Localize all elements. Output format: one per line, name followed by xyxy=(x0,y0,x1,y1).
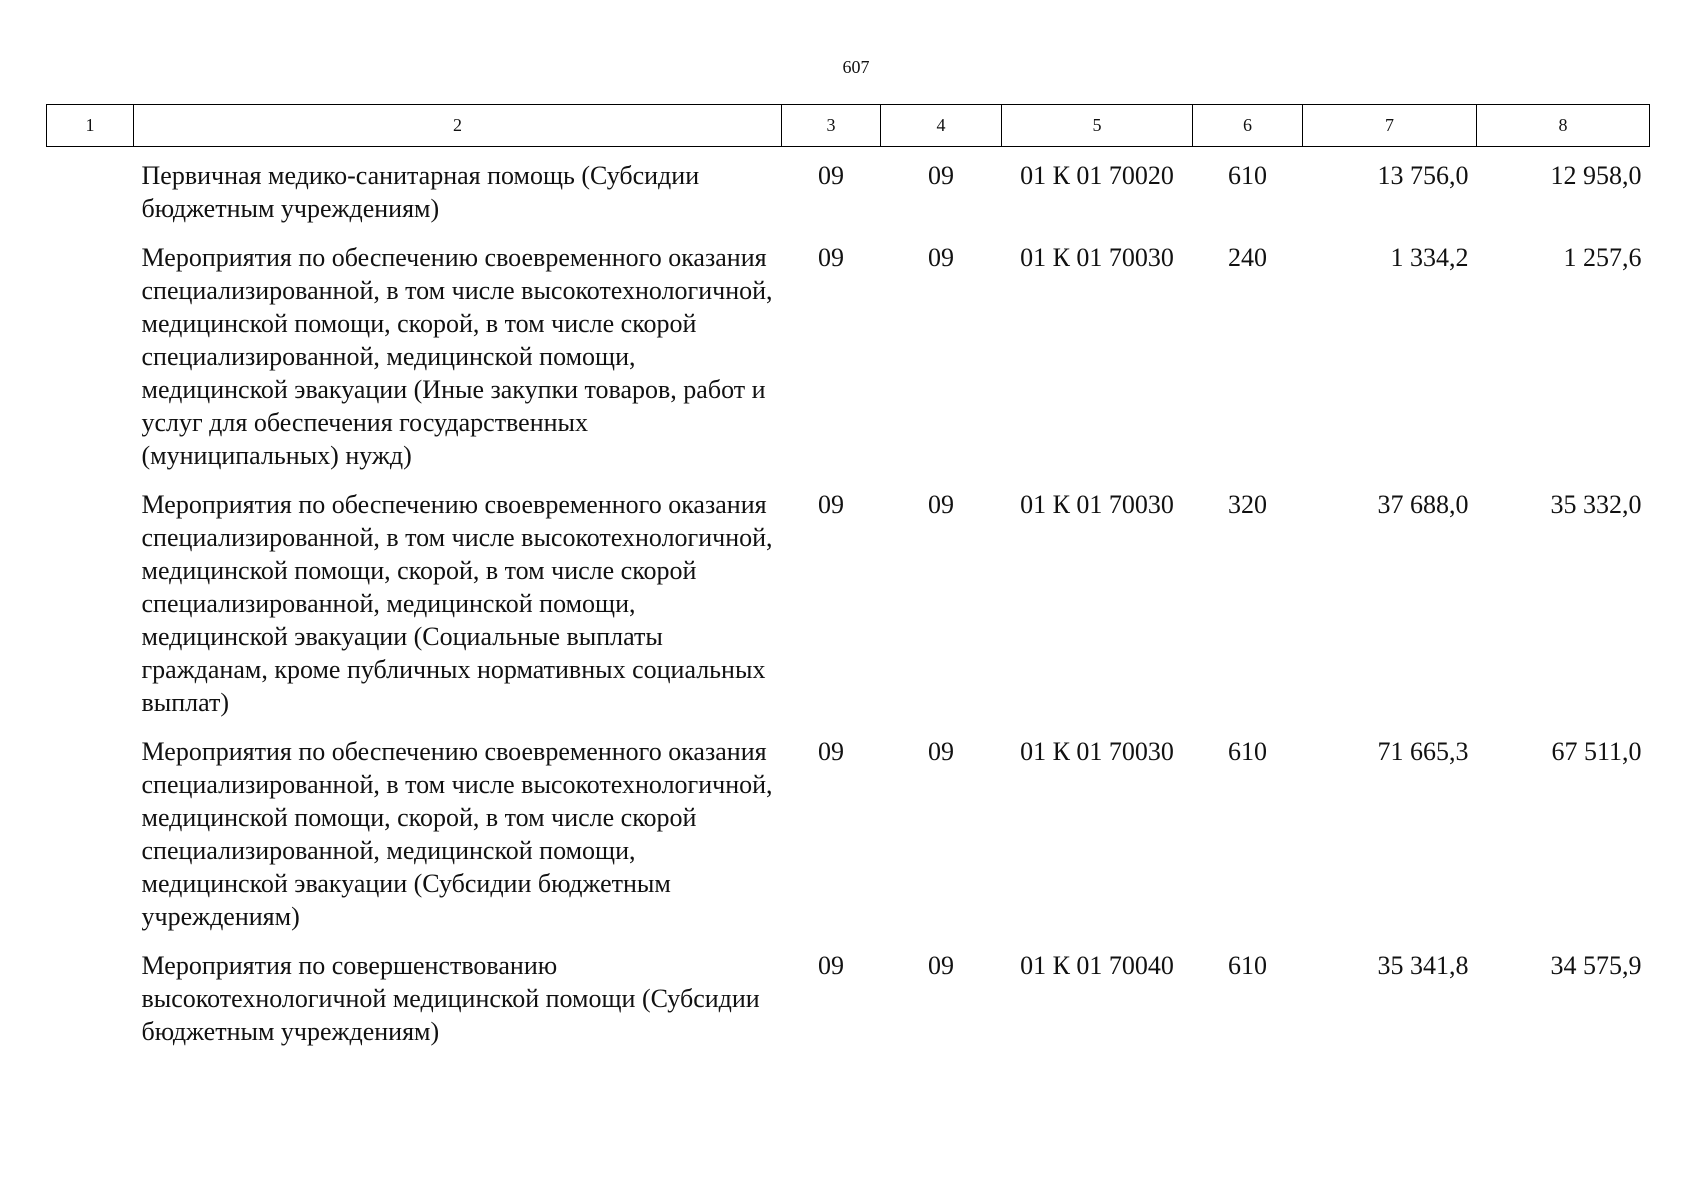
row-target-article: 01 К 01 70030 xyxy=(1020,737,1174,766)
row-expense-type: 610 xyxy=(1228,951,1267,980)
row-amount-2: 12 958,0 xyxy=(1550,161,1642,190)
row-section: 09 xyxy=(818,490,844,519)
header-col-8: 8 xyxy=(1477,105,1650,147)
row-amount-2: 1 257,6 xyxy=(1563,243,1642,272)
row-name: Мероприятия по совершенствованию высокотехнологичной медицинской помощи (Субсидии бюджетным учреждениям) xyxy=(141,951,760,1046)
row-target-article: 01 К 01 70040 xyxy=(1020,951,1174,980)
header-row xyxy=(47,105,1650,147)
row-expense-type: 610 xyxy=(1228,737,1267,766)
row-col1 xyxy=(47,241,134,488)
row-col1 xyxy=(47,735,134,949)
row-name: Мероприятия по обеспечению своевременного оказания специализированной, в том числе высокотехнологичной, медицинской помощи, скорой, в том числе скорой специализированной, медицинской помощи, медицинской эвакуации (Иные закупки товаров, работ и услуг для обеспечения государственных (муниципальных) нужд) xyxy=(141,243,773,470)
row-expense-type: 610 xyxy=(1228,161,1267,190)
header-col-3: 3 xyxy=(782,105,881,147)
row-amount-1: 71 665,3 xyxy=(1377,737,1469,766)
table-row xyxy=(47,735,1650,949)
row-amount-1: 1 334,2 xyxy=(1390,243,1469,272)
row-subsection: 09 xyxy=(928,490,954,519)
table-row xyxy=(47,147,1650,242)
row-amount-1: 35 341,8 xyxy=(1377,951,1469,980)
row-section: 09 xyxy=(818,161,844,190)
row-amount-1: 13 756,0 xyxy=(1377,161,1469,190)
row-target-article: 01 К 01 70030 xyxy=(1020,243,1174,272)
row-name: Мероприятия по обеспечению своевременного оказания специализированной, в том числе высокотехнологичной, медицинской помощи, скорой, в том числе скорой специализированной, медицинской помощи, медицинской эвакуации (Социальные выплаты гражданам, кроме публичных нормативных социальных выплат) xyxy=(141,490,773,717)
row-amount-2: 67 511,0 xyxy=(1551,737,1642,766)
table-body xyxy=(47,147,1650,1065)
header-col-2: 2 xyxy=(134,105,782,147)
header-col-7: 7 xyxy=(1303,105,1477,147)
header-col-4: 4 xyxy=(881,105,1002,147)
row-amount-2: 34 575,9 xyxy=(1550,951,1642,980)
page-number: 607 xyxy=(842,57,870,77)
row-expense-type: 240 xyxy=(1228,243,1267,272)
row-target-article: 01 К 01 70030 xyxy=(1020,490,1174,519)
table-row xyxy=(47,949,1650,1064)
row-section: 09 xyxy=(818,951,844,980)
row-col1 xyxy=(47,488,134,735)
row-name: Первичная медико-санитарная помощь (Субсидии бюджетным учреждениям) xyxy=(141,161,700,223)
row-subsection: 09 xyxy=(928,161,954,190)
row-subsection: 09 xyxy=(928,951,954,980)
row-amount-1: 37 688,0 xyxy=(1377,490,1469,519)
row-expense-type: 320 xyxy=(1228,490,1267,519)
header-col-1: 1 xyxy=(47,105,134,147)
table-row xyxy=(47,488,1650,735)
row-section: 09 xyxy=(818,737,844,766)
header-col-5: 5 xyxy=(1002,105,1193,147)
row-subsection: 09 xyxy=(928,737,954,766)
table-row xyxy=(47,241,1650,488)
budget-table xyxy=(46,104,1650,1064)
row-amount-2: 35 332,0 xyxy=(1550,490,1642,519)
row-col1 xyxy=(47,949,134,1064)
row-name: Мероприятия по обеспечению своевременного оказания специализированной, в том числе высокотехнологичной, медицинской помощи, скорой, в том числе скорой специализированной, медицинской помощи, медицинской эвакуации (Субсидии бюджетным учреждениям) xyxy=(141,737,773,931)
row-section: 09 xyxy=(818,243,844,272)
header-col-6: 6 xyxy=(1193,105,1303,147)
row-target-article: 01 К 01 70020 xyxy=(1020,161,1174,190)
row-col1 xyxy=(47,147,134,242)
row-subsection: 09 xyxy=(928,243,954,272)
table-header xyxy=(47,105,1650,147)
